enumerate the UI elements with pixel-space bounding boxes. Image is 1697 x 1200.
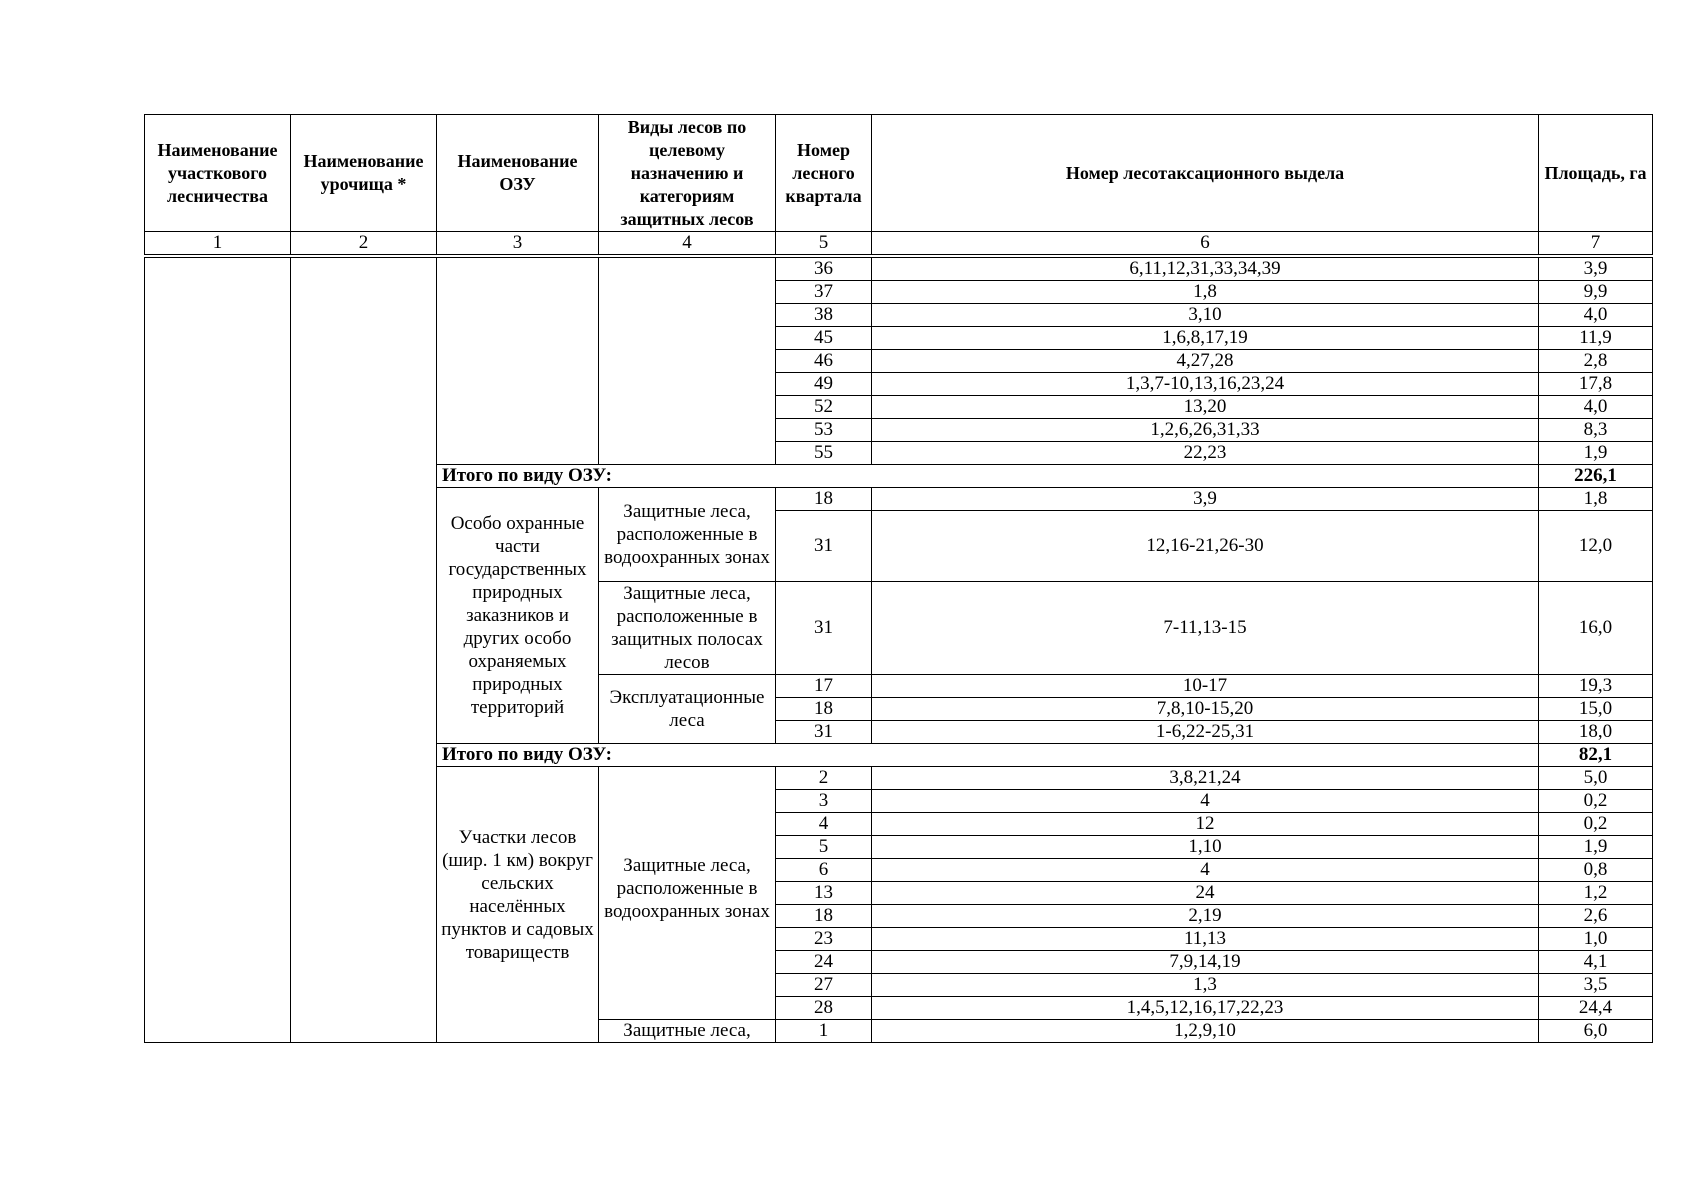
quarter-cell: 27 bbox=[776, 974, 872, 997]
area-cell: 0,2 bbox=[1539, 813, 1653, 836]
area-cell: 4,0 bbox=[1539, 396, 1653, 419]
quarter-cell: 2 bbox=[776, 767, 872, 790]
allotment-cell: 2,19 bbox=[872, 905, 1539, 928]
quarter-cell: 6 bbox=[776, 859, 872, 882]
forest-type-cell: Защитные леса, расположенные в защитных полосах лесов bbox=[599, 582, 776, 675]
allotment-cell: 1,2,9,10 bbox=[872, 1020, 1539, 1043]
area-cell: 1,0 bbox=[1539, 928, 1653, 951]
allotment-cell: 1,8 bbox=[872, 281, 1539, 304]
header-row bbox=[145, 115, 1653, 232]
area-cell: 2,8 bbox=[1539, 350, 1653, 373]
quarter-cell: 36 bbox=[776, 256, 872, 281]
total-label: Итого по виду ОЗУ: bbox=[437, 744, 1539, 767]
area-cell: 0,2 bbox=[1539, 790, 1653, 813]
area-cell: 0,8 bbox=[1539, 859, 1653, 882]
ozu-text: Участки лесов (шир. 1 км) вокруг сельских населённых пунктов и садовых товариществ bbox=[441, 826, 594, 963]
forestry-district-cell bbox=[145, 256, 291, 1043]
allotment-cell: 3,8,21,24 bbox=[872, 767, 1539, 790]
header-quarter-number: Номер лесного квартала bbox=[776, 115, 872, 232]
quarter-cell: 55 bbox=[776, 442, 872, 465]
allotment-cell: 22,23 bbox=[872, 442, 1539, 465]
quarter-cell: 31 bbox=[776, 582, 872, 675]
ozu-cell: Особо охранные части государственных природных заказников и других особо охраняемых природных территорий bbox=[437, 488, 599, 744]
quarter-cell: 24 bbox=[776, 951, 872, 974]
allotment-cell: 1,3 bbox=[872, 974, 1539, 997]
allotment-cell: 7,9,14,19 bbox=[872, 951, 1539, 974]
forest-type-cell bbox=[599, 767, 776, 1020]
column-number: 5 bbox=[776, 232, 872, 257]
header-tract: Наименование урочища * bbox=[291, 115, 437, 232]
quarter-cell: 5 bbox=[776, 836, 872, 859]
allotment-cell: 13,20 bbox=[872, 396, 1539, 419]
ozu-cell bbox=[437, 767, 599, 1043]
quarter-cell: 52 bbox=[776, 396, 872, 419]
quarter-cell: 49 bbox=[776, 373, 872, 396]
allotment-cell: 3,10 bbox=[872, 304, 1539, 327]
header-allotment-number: Номер лесотаксационного выдела bbox=[872, 115, 1539, 232]
quarter-cell: 4 bbox=[776, 813, 872, 836]
forest-type-text: Защитные леса, расположенные в водоохранных зонах bbox=[604, 854, 770, 922]
area-cell: 15,0 bbox=[1539, 698, 1653, 721]
quarter-cell: 45 bbox=[776, 327, 872, 350]
allotment-cell: 7,8,10-15,20 bbox=[872, 698, 1539, 721]
quarter-cell: 1 bbox=[776, 1020, 872, 1043]
allotment-cell: 1,4,5,12,16,17,22,23 bbox=[872, 997, 1539, 1020]
quarter-cell: 31 bbox=[776, 721, 872, 744]
tract-cell bbox=[291, 256, 437, 1043]
forest-type-cell: Эксплуатационные леса bbox=[599, 675, 776, 744]
area-cell: 1,9 bbox=[1539, 836, 1653, 859]
quarter-cell: 18 bbox=[776, 905, 872, 928]
allotment-cell: 4 bbox=[872, 859, 1539, 882]
area-cell: 9,9 bbox=[1539, 281, 1653, 304]
header-forestry-district: Наименование участкового лесничества bbox=[145, 115, 291, 232]
quarter-cell: 17 bbox=[776, 675, 872, 698]
area-cell: 4,1 bbox=[1539, 951, 1653, 974]
quarter-cell: 28 bbox=[776, 997, 872, 1020]
allotment-cell: 12,16-21,26-30 bbox=[872, 511, 1539, 582]
quarter-cell: 3 bbox=[776, 790, 872, 813]
column-number-row bbox=[145, 232, 1653, 257]
quarter-cell: 18 bbox=[776, 488, 872, 511]
quarter-cell: 53 bbox=[776, 419, 872, 442]
quarter-cell: 18 bbox=[776, 698, 872, 721]
area-cell: 11,9 bbox=[1539, 327, 1653, 350]
quarter-cell: 13 bbox=[776, 882, 872, 905]
column-number: 4 bbox=[599, 232, 776, 257]
allotment-cell: 24 bbox=[872, 882, 1539, 905]
allotment-cell: 1,3,7-10,13,16,23,24 bbox=[872, 373, 1539, 396]
quarter-cell: 23 bbox=[776, 928, 872, 951]
header-area: Площадь, га bbox=[1539, 115, 1653, 232]
table-row bbox=[145, 256, 1653, 281]
area-cell: 24,4 bbox=[1539, 997, 1653, 1020]
area-cell: 8,3 bbox=[1539, 419, 1653, 442]
area-cell: 3,9 bbox=[1539, 256, 1653, 281]
area-cell: 5,0 bbox=[1539, 767, 1653, 790]
area-cell: 12,0 bbox=[1539, 511, 1653, 582]
area-cell: 18,0 bbox=[1539, 721, 1653, 744]
total-value: 226,1 bbox=[1539, 465, 1653, 488]
allotment-cell: 3,9 bbox=[872, 488, 1539, 511]
quarter-cell: 38 bbox=[776, 304, 872, 327]
forest-type-cell bbox=[599, 256, 776, 465]
allotment-cell: 7-11,13-15 bbox=[872, 582, 1539, 675]
allotment-cell: 1-6,22-25,31 bbox=[872, 721, 1539, 744]
allotment-cell: 1,6,8,17,19 bbox=[872, 327, 1539, 350]
header-forest-type: Виды лесов по целевому назначению и категориям защитных лесов bbox=[599, 115, 776, 232]
area-cell: 19,3 bbox=[1539, 675, 1653, 698]
column-number: 7 bbox=[1539, 232, 1653, 257]
forest-type-cell: Защитные леса, расположенные в водоохранных зонах bbox=[599, 488, 776, 582]
area-cell: 3,5 bbox=[1539, 974, 1653, 997]
forest-type-cell: Защитные леса, bbox=[599, 1020, 776, 1043]
column-number: 3 bbox=[437, 232, 599, 257]
total-value: 82,1 bbox=[1539, 744, 1653, 767]
column-number: 6 bbox=[872, 232, 1539, 257]
area-cell: 4,0 bbox=[1539, 304, 1653, 327]
area-cell: 1,9 bbox=[1539, 442, 1653, 465]
allotment-cell: 6,11,12,31,33,34,39 bbox=[872, 256, 1539, 281]
allotment-cell: 4 bbox=[872, 790, 1539, 813]
area-cell: 6,0 bbox=[1539, 1020, 1653, 1043]
allotment-cell: 4,27,28 bbox=[872, 350, 1539, 373]
allotment-cell: 11,13 bbox=[872, 928, 1539, 951]
column-number: 2 bbox=[291, 232, 437, 257]
forest-allotment-table bbox=[144, 114, 1653, 1043]
area-cell: 16,0 bbox=[1539, 582, 1653, 675]
quarter-cell: 31 bbox=[776, 511, 872, 582]
column-number: 1 bbox=[145, 232, 291, 257]
quarter-cell: 46 bbox=[776, 350, 872, 373]
allotment-cell: 10-17 bbox=[872, 675, 1539, 698]
area-cell: 2,6 bbox=[1539, 905, 1653, 928]
total-label: Итого по виду ОЗУ: bbox=[437, 465, 1539, 488]
area-cell: 1,2 bbox=[1539, 882, 1653, 905]
allotment-cell: 12 bbox=[872, 813, 1539, 836]
allotment-cell: 1,10 bbox=[872, 836, 1539, 859]
area-cell: 1,8 bbox=[1539, 488, 1653, 511]
quarter-cell: 37 bbox=[776, 281, 872, 304]
area-cell: 17,8 bbox=[1539, 373, 1653, 396]
header-ozu: Наименование ОЗУ bbox=[437, 115, 599, 232]
ozu-cell bbox=[437, 256, 599, 465]
allotment-cell: 1,2,6,26,31,33 bbox=[872, 419, 1539, 442]
